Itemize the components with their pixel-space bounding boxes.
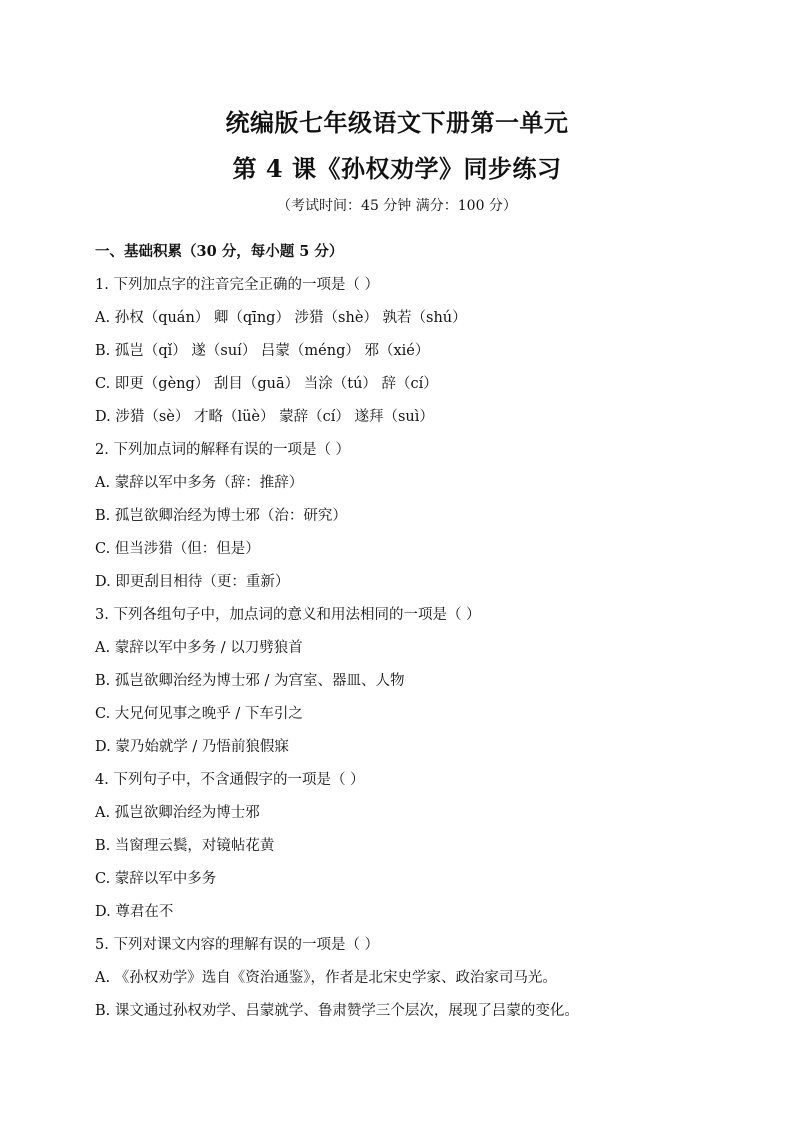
question-5-stem: 5. 下列对课文内容的理解有误的一项是（ ） xyxy=(95,937,380,953)
question-4-option-d: D. 尊君在不 xyxy=(95,904,174,920)
question-4-option-a: A. 孤岂欲卿治经为博士邪 xyxy=(95,805,260,821)
question-1-option-c: C. 即更（gèng） 刮目（guā） 当涂（tú） 辞（cí） xyxy=(95,376,438,392)
question-3-option-c: C. 大兄何见事之晚乎 / 下车引之 xyxy=(95,706,303,722)
question-1-option-b: B. 孤岂（qǐ） 遂（suí） 吕蒙（méng） 邪（xié） xyxy=(95,343,430,359)
question-3-stem: 3. 下列各组句子中，加点词的意义和用法相同的一项是（ ） xyxy=(95,607,481,623)
document-title: 统编版七年级语文下册第一单元 xyxy=(225,108,569,137)
question-4-stem: 4. 下列句子中，不含通假字的一项是（ ） xyxy=(95,772,365,788)
question-1-option-d: D. 涉猎（sè） 才略（lüè） 蒙辞（cí） 遂拜（suì） xyxy=(95,409,434,425)
question-2-option-a: A. 蒙辞以军中多务（辞：推辞） xyxy=(95,475,304,491)
question-1-stem: 1. 下列加点字的注音完全正确的一项是（ ） xyxy=(95,277,380,293)
question-3-option-d: D. 蒙乃始就学 / 乃悟前狼假寐 xyxy=(95,739,289,755)
section-heading: 一、基础积累（30 分，每小题 5 分） xyxy=(95,243,344,260)
question-4-option-b: B. 当窗理云鬓，对镜帖花黄 xyxy=(95,838,275,854)
question-5-option-a: A. 《孙权劝学》选自《资治通鉴》，作者是北宋史学家、政治家司马光。 xyxy=(95,970,557,986)
question-3-option-b: B. 孤岂欲卿治经为博士邪 / 为宫室、器皿、人物 xyxy=(95,673,405,689)
question-2-option-b: B. 孤岂欲卿治经为博士邪（治：研究） xyxy=(95,508,347,524)
question-2-option-d: D. 即更刮目相待（更：重新） xyxy=(95,574,290,590)
question-3-option-a: A. 蒙辞以军中多务 / 以刀劈狼首 xyxy=(95,640,303,656)
exam-info: （考试时间：45 分钟 满分：100 分） xyxy=(277,198,517,214)
question-list xyxy=(95,275,715,1034)
question-1-option-a: A. 孙权（quán） 卿（qīng） 涉猎（shè） 孰若（shú） xyxy=(95,310,467,326)
question-2-stem: 2. 下列加点词的解释有误的一项是（ ） xyxy=(95,442,351,458)
question-2-option-c: C. 但当涉猎（但：但是） xyxy=(95,541,260,557)
lesson-title: 第 4 课《孙权劝学》同步练习 xyxy=(232,154,562,183)
question-4-option-c: C. 蒙辞以军中多务 xyxy=(95,871,217,887)
question-5-option-b: B. 课文通过孙权劝学、吕蒙就学、鲁肃赞学三个层次，展现了吕蒙的变化。 xyxy=(95,1003,579,1019)
